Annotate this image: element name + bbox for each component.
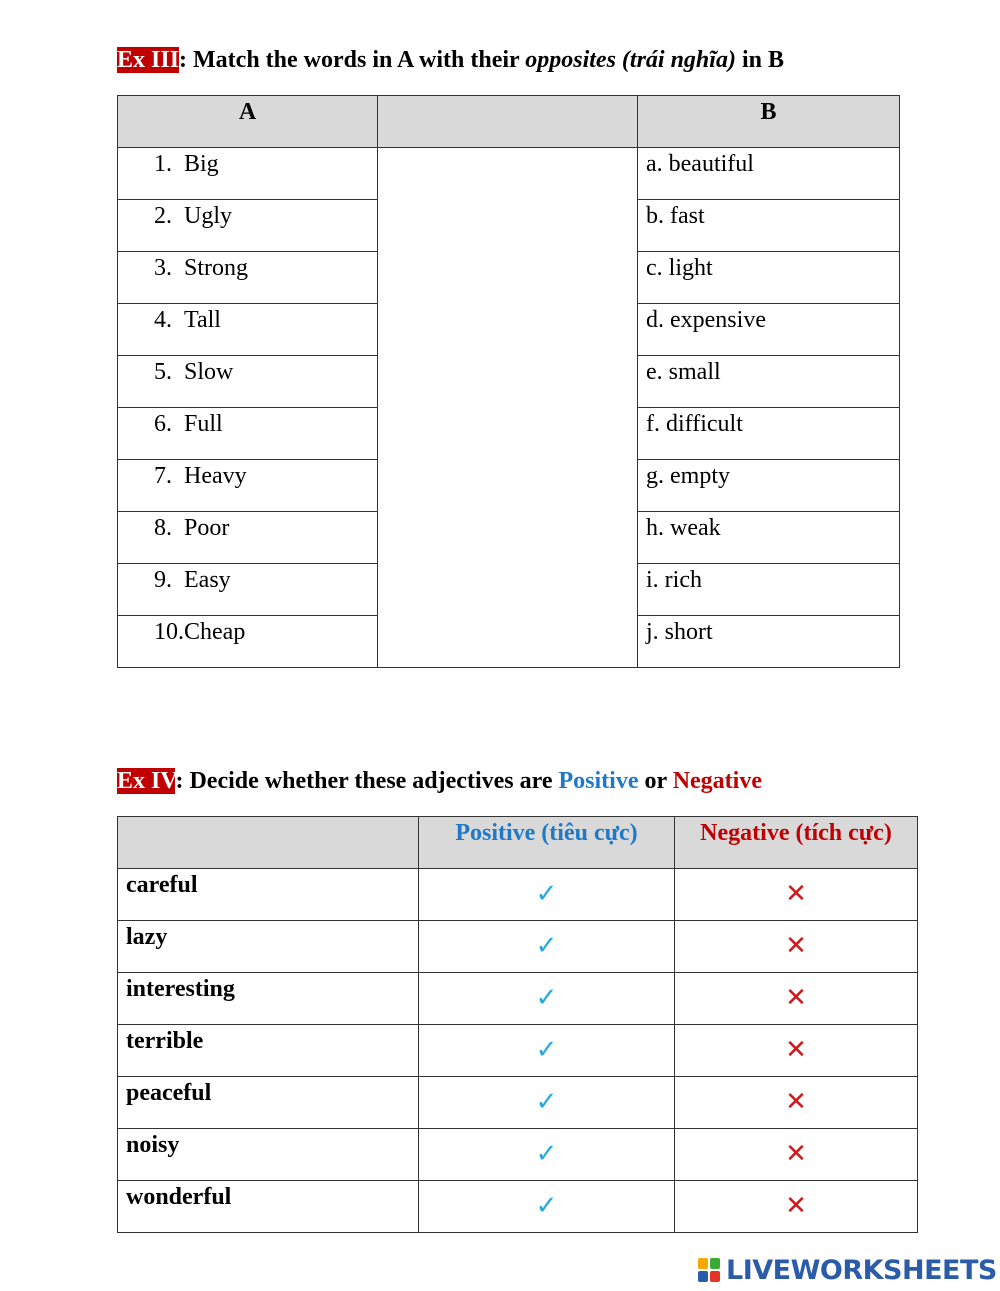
ex4-table-row [118,1025,918,1077]
ex3-word-b: j. short [638,616,900,668]
ex3-word-b: i. rich [638,564,900,616]
ex3-column-answer-header [378,96,638,148]
ex4-table-row [118,921,918,973]
ex3-word-b: a. beautiful [638,148,900,200]
ex3-word-b: g. empty [638,460,900,512]
item-number: 4. [154,307,172,333]
ex4-table-row [118,1181,918,1233]
ex4-negative-cell[interactable] [675,869,918,921]
word-a-text: Heavy [184,463,247,489]
ex3-word-a [118,512,378,564]
word-a-text: Full [184,411,223,437]
ex3-matching-table [117,95,900,668]
ex4-negative-cell[interactable] [675,1025,918,1077]
ex3-word-a [118,616,378,668]
cross-icon[interactable]: ✕ [785,931,807,961]
ex4-classification-table [117,816,918,1233]
ex3-word-b: c. light [638,252,900,304]
check-icon[interactable]: ✓ [535,1191,558,1221]
ex3-title-part2: in B [735,47,784,73]
item-number: 9. [154,567,172,593]
ex4-negative-cell[interactable] [675,921,918,973]
ex4-negative-cell[interactable] [675,973,918,1025]
item-number: 2. [154,203,172,229]
cross-icon[interactable]: ✕ [785,1139,807,1169]
item-number: 6. [154,411,172,437]
check-icon[interactable]: ✓ [535,879,558,909]
ex4-table-row [118,869,918,921]
cross-icon[interactable]: ✕ [785,983,807,1013]
ex4-adjective: lazy [118,921,419,973]
word-a-text: Easy [184,567,231,593]
logo-text: LIVEWORKSHEETS [726,1254,997,1286]
ex3-word-a [118,356,378,408]
cross-icon[interactable]: ✕ [785,1087,807,1117]
ex4-heading [117,766,762,796]
ex3-word-a [118,304,378,356]
liveworksheets-logo [698,1253,997,1287]
item-number: 8. [154,515,172,541]
word-a-text: Strong [184,255,249,281]
ex4-table-row [118,1129,918,1181]
word-a-text: Ugly [184,203,232,229]
ex3-column-b-header: B [638,96,900,148]
ex3-word-a [118,148,378,200]
ex4-negative-cell[interactable] [675,1129,918,1181]
item-number: 7. [154,463,172,489]
ex4-negative-cell[interactable] [675,1077,918,1129]
ex4-positive-cell[interactable] [419,869,675,921]
logo-mark-icon [698,1258,720,1282]
ex4-positive-header: Positive (tiêu cực) [419,817,675,869]
ex3-heading [117,45,784,75]
ex4-table-row [118,973,918,1025]
ex3-word-b: e. small [638,356,900,408]
ex3-word-a [118,564,378,616]
word-a-text: Big [184,151,219,177]
ex4-title-or: or [638,768,673,794]
ex3-word-b: d. expensive [638,304,900,356]
ex4-negative-header: Negative (tích cực) [675,817,918,869]
ex3-word-b: b. fast [638,200,900,252]
ex4-title-positive: Positive [558,768,639,794]
cross-icon[interactable]: ✕ [785,1191,807,1221]
ex4-positive-cell[interactable] [419,973,675,1025]
ex4-table-row [118,1077,918,1129]
word-a-text: Cheap [184,619,246,645]
ex3-word-a [118,252,378,304]
ex3-word-a [118,200,378,252]
word-a-text: Tall [184,307,221,333]
ex4-positive-cell[interactable] [419,1129,675,1181]
item-number: 1. [154,151,172,177]
ex3-title-part1: : Match the words in A with their [179,47,526,73]
check-icon[interactable]: ✓ [535,1139,558,1169]
word-a-text: Poor [184,515,230,541]
ex3-title-italic: opposites (trái nghĩa) [525,47,736,73]
ex4-adjective: peaceful [118,1077,419,1129]
item-number: 10. [154,619,184,645]
ex4-title-negative: Negative [672,768,762,794]
ex3-table-row [118,148,900,200]
cross-icon[interactable]: ✕ [785,1035,807,1065]
ex3-word-b: f. difficult [638,408,900,460]
ex3-tag: Ex III [117,47,180,73]
item-number: 5. [154,359,172,385]
ex4-adjective: careful [118,869,419,921]
ex4-negative-cell[interactable] [675,1181,918,1233]
ex4-positive-cell[interactable] [419,1025,675,1077]
word-a-text: Slow [184,359,234,385]
check-icon[interactable]: ✓ [535,983,558,1013]
check-icon[interactable]: ✓ [535,931,558,961]
ex3-answer-area[interactable] [378,148,638,668]
ex4-positive-cell[interactable] [419,1181,675,1233]
ex4-positive-cell[interactable] [419,921,675,973]
ex3-word-b: h. weak [638,512,900,564]
ex4-tag: Ex IV [117,768,176,794]
ex3-column-a-header: A [118,96,378,148]
ex3-word-a [118,408,378,460]
ex4-adjective: interesting [118,973,419,1025]
ex4-word-header [118,817,419,869]
ex4-adjective: terrible [118,1025,419,1077]
ex4-positive-cell[interactable] [419,1077,675,1129]
ex3-word-a [118,460,378,512]
ex4-title-part1: : Decide whether these adjectives are [175,768,559,794]
check-icon[interactable]: ✓ [535,1035,558,1065]
ex4-adjective: noisy [118,1129,419,1181]
ex4-adjective: wonderful [118,1181,419,1233]
item-number: 3. [154,255,172,281]
cross-icon[interactable]: ✕ [785,879,807,909]
check-icon[interactable]: ✓ [535,1087,558,1117]
